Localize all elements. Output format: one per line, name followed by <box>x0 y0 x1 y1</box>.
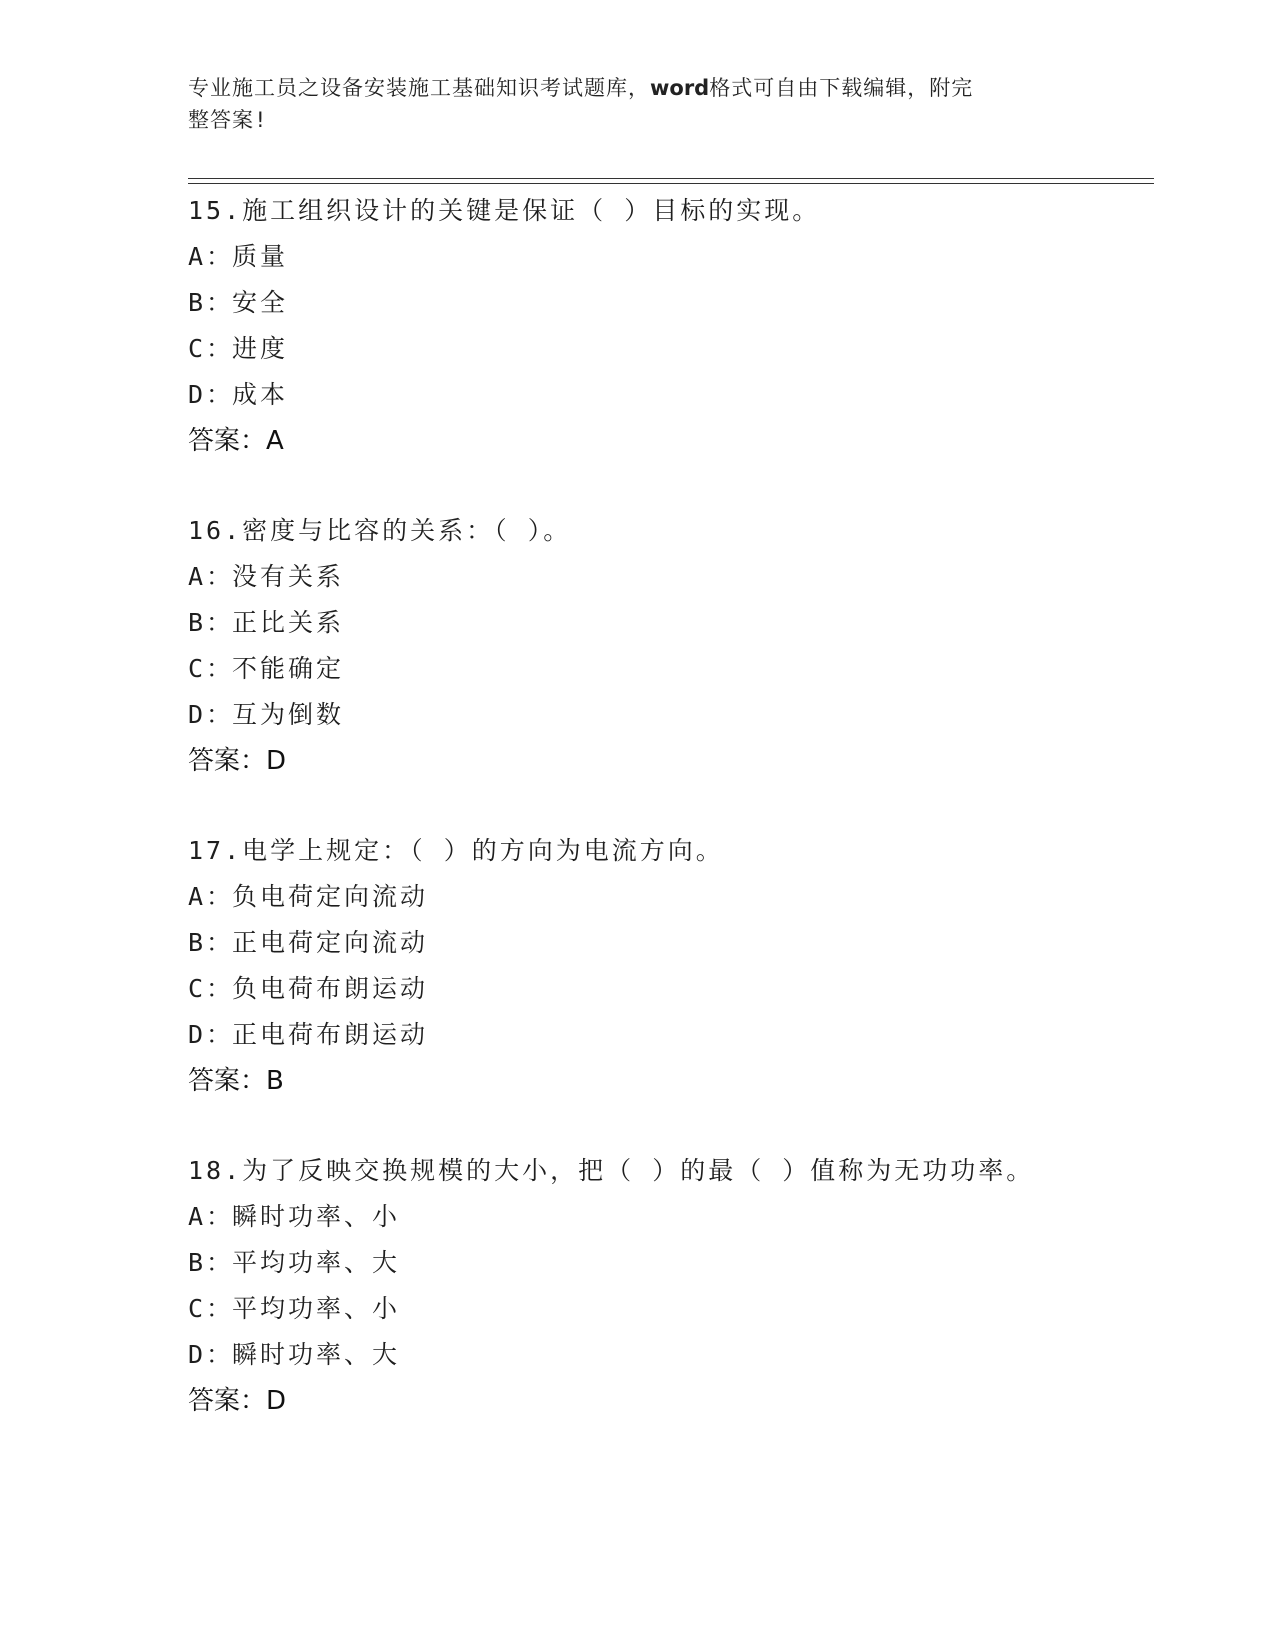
option-text: 安全 <box>232 288 289 317</box>
question-18 <box>188 1148 1148 1424</box>
option-b <box>188 280 1148 326</box>
option-text: 正电荷布朗运动 <box>232 1020 429 1049</box>
header-brand: word <box>650 76 710 100</box>
option-key: B： <box>188 928 235 957</box>
question-stem: 16.密度与比容的关系：（ ）。 <box>188 516 572 545</box>
option-text: 平均功率、小 <box>232 1294 401 1323</box>
question-17 <box>188 828 1148 1104</box>
option-text: 进度 <box>232 334 289 363</box>
option-a <box>188 874 1148 920</box>
option-text: 正电荷定向流动 <box>232 928 429 957</box>
option-key: B： <box>188 1248 235 1277</box>
option-a <box>188 234 1148 280</box>
option-text: 正比关系 <box>232 608 345 637</box>
question-15 <box>188 188 1148 464</box>
option-a <box>188 554 1148 600</box>
option-key: D： <box>188 1340 235 1369</box>
question-stem: 15.施工组织设计的关键是保证（ ）目标的实现。 <box>188 196 821 225</box>
option-key: A： <box>188 882 235 911</box>
option-text: 平均功率、大 <box>232 1248 401 1277</box>
option-c <box>188 326 1148 372</box>
option-b <box>188 1240 1148 1286</box>
option-text: 负电荷定向流动 <box>232 882 429 911</box>
option-c <box>188 1286 1148 1332</box>
option-a <box>188 1194 1148 1240</box>
option-key: A： <box>188 242 235 271</box>
header-divider-top <box>188 178 1154 179</box>
header-text-before: 专业施工员之设备安装施工基础知识考试题库， <box>188 76 650 100</box>
option-b <box>188 600 1148 646</box>
question-16 <box>188 508 1148 784</box>
answer-line: 答案：D <box>188 746 287 776</box>
option-key: D： <box>188 380 235 409</box>
header-text-after: 格式可自由下载编辑，附完 整答案! <box>188 76 974 132</box>
option-text: 没有关系 <box>232 562 345 591</box>
question-stem: 17.电学上规定：（ ）的方向为电流方向。 <box>188 836 724 865</box>
option-key: B： <box>188 608 235 637</box>
option-text: 负电荷布朗运动 <box>232 974 429 1003</box>
option-key: C： <box>188 1294 235 1323</box>
option-d <box>188 692 1148 738</box>
option-text: 瞬时功率、大 <box>232 1340 401 1369</box>
document-header <box>188 72 1068 136</box>
option-text: 瞬时功率、小 <box>232 1202 401 1231</box>
answer-line: 答案：D <box>188 1386 287 1416</box>
option-text: 成本 <box>232 380 289 409</box>
option-d <box>188 372 1148 418</box>
option-key: A： <box>188 562 235 591</box>
option-key: D： <box>188 700 235 729</box>
option-c <box>188 646 1148 692</box>
option-text: 不能确定 <box>232 654 345 683</box>
option-d <box>188 1332 1148 1378</box>
header-divider-bottom <box>188 183 1154 184</box>
question-stem: 18.为了反映交换规模的大小，把（ ）的最（ ）值称为无功功率。 <box>188 1156 1035 1185</box>
option-key: B： <box>188 288 235 317</box>
option-text: 互为倒数 <box>232 700 345 729</box>
option-key: C： <box>188 334 235 363</box>
option-key: C： <box>188 974 235 1003</box>
option-text: 质量 <box>232 242 289 271</box>
option-d <box>188 1012 1148 1058</box>
option-c <box>188 966 1148 1012</box>
option-key: D： <box>188 1020 235 1049</box>
answer-line: 答案：A <box>188 426 284 456</box>
option-b <box>188 920 1148 966</box>
option-key: A： <box>188 1202 235 1231</box>
option-key: C： <box>188 654 235 683</box>
answer-line: 答案：B <box>188 1066 284 1096</box>
